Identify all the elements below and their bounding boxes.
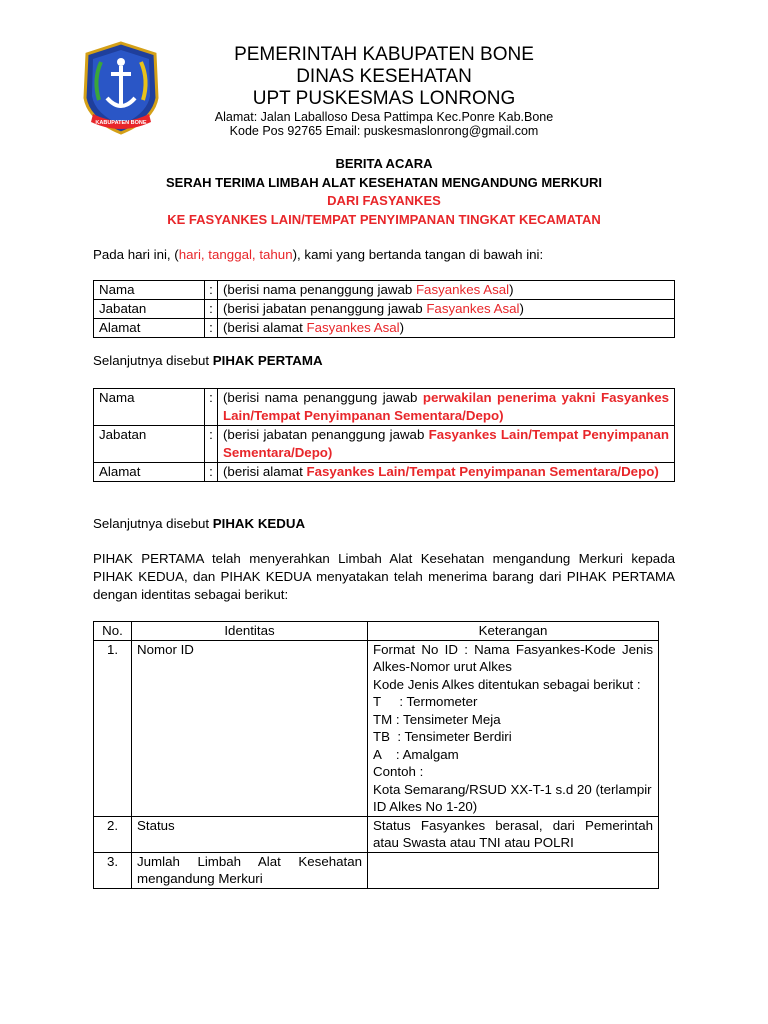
table-row bbox=[94, 426, 675, 463]
keterangan-line: TB : Tensimeter Berdiri bbox=[373, 729, 512, 744]
kabupaten-bone-logo bbox=[79, 40, 163, 136]
table-row bbox=[94, 463, 675, 482]
cell-no: 2. bbox=[94, 816, 132, 852]
document-titles bbox=[90, 155, 678, 229]
value-placeholder: Fasyankes Asal bbox=[306, 320, 400, 335]
value-text-end: ) bbox=[519, 301, 524, 316]
handover-statement: PIHAK PERTAMA telah menyerahkan Limbah Alat Kesehatan mengandung Merkuri kepada PIHAK KEDUA, dan PIHAK KEDUA menyatakan telah menerima barang dari PIHAK PERTAMA dengan identitas sebagai berikut: bbox=[93, 551, 675, 602]
cell-keterangan bbox=[368, 852, 659, 888]
value-text: (berisi nama penanggung jawab bbox=[223, 390, 423, 405]
value-alamat bbox=[218, 463, 675, 482]
label-jabatan: Jabatan bbox=[94, 300, 205, 319]
table-row bbox=[94, 300, 675, 319]
value-text: (berisi alamat bbox=[223, 320, 307, 335]
header-keterangan: Keterangan bbox=[368, 622, 659, 641]
title-ke-fasyankes: KE FASYANKES LAIN/TEMPAT PENYIMPANAN TINGKAT KECAMATAN bbox=[167, 211, 601, 227]
cell-identitas: Jumlah Limbah Alat Kesehatan mengandung Merkuri bbox=[132, 852, 368, 888]
colon: : bbox=[205, 319, 218, 338]
title-dari-fasyankes: DARI FASYANKES bbox=[327, 193, 441, 208]
label-alamat: Alamat bbox=[94, 463, 205, 482]
keterangan-line: A : Amalgam bbox=[373, 746, 459, 762]
value-nama bbox=[218, 389, 675, 426]
label-alamat: Alamat bbox=[94, 319, 205, 338]
value-text: (berisi nama penanggung jawab bbox=[223, 282, 416, 297]
value-text: (berisi jabatan penanggung jawab bbox=[223, 427, 429, 442]
title-serah-terima: SERAH TERIMA LIMBAH ALAT KESEHATAN MENGANDUNG MERKURI bbox=[166, 174, 602, 190]
logo-text: KABUPATEN BONE bbox=[95, 120, 147, 126]
caption-text: Selanjutnya disebut bbox=[93, 353, 213, 368]
keterangan-line: TM : Tensimeter Meja bbox=[373, 711, 501, 727]
caption-text: Selanjutnya disebut bbox=[93, 516, 213, 531]
value-text: (berisi jabatan penanggung jawab bbox=[223, 301, 427, 316]
letterhead-line-1: PEMERINTAH KABUPATEN BONE bbox=[234, 44, 534, 65]
cell-keterangan bbox=[368, 640, 659, 816]
value-placeholder: Fasyankes Lain/Tempat Penyimpanan Sementara/Depo) bbox=[223, 427, 669, 460]
value-placeholder: Fasyankes Asal bbox=[426, 301, 520, 316]
title-berita-acara: BERITA ACARA bbox=[335, 156, 433, 171]
value-text-end: ) bbox=[399, 320, 405, 335]
keterangan-line: Kota Semarang/RSUD XX-T-1 s.d 20 (terlampir ID Alkes No 1-20) bbox=[373, 781, 652, 814]
pihak-pertama-table bbox=[93, 280, 675, 338]
letterhead-line-3: UPT PUSKESMAS LONRONG bbox=[252, 88, 516, 109]
caption-party: PIHAK KEDUA bbox=[212, 516, 306, 531]
keterangan-line: Kode Jenis Alkes ditentukan sebagai berikut : bbox=[373, 676, 641, 692]
value-nama bbox=[218, 281, 675, 300]
letterhead bbox=[160, 44, 608, 138]
value-jabatan bbox=[218, 426, 675, 463]
colon: : bbox=[205, 463, 218, 482]
table-row bbox=[94, 852, 659, 888]
header-identitas: Identitas bbox=[132, 622, 368, 641]
pihak-kedua-table bbox=[93, 388, 675, 482]
table-row bbox=[94, 319, 675, 338]
table-row bbox=[94, 281, 675, 300]
intro-paragraph bbox=[93, 246, 675, 264]
value-jabatan bbox=[218, 300, 675, 319]
intro-placeholder: hari, tanggal, tahun bbox=[178, 247, 293, 262]
label-nama: Nama bbox=[94, 281, 205, 300]
cell-identitas: Status bbox=[132, 816, 368, 852]
colon: : bbox=[205, 300, 218, 319]
value-placeholder: perwakilan penerima yakni Fasyankes Lain/Tempat Penyimpanan Sementara/Depo) bbox=[223, 390, 669, 423]
keterangan-line: Contoh : bbox=[373, 764, 424, 779]
cell-keterangan: Status Fasyankes berasal, dari Pemerintah atau Swasta atau TNI atau POLRI bbox=[368, 816, 659, 852]
table-row bbox=[94, 640, 659, 816]
colon: : bbox=[205, 389, 218, 426]
keterangan-line: T : Termometer bbox=[373, 694, 478, 709]
pihak-pertama-caption bbox=[93, 352, 675, 370]
value-text-end: ) bbox=[509, 282, 514, 297]
pihak-kedua-caption bbox=[93, 515, 675, 533]
cell-no: 1. bbox=[94, 640, 132, 816]
colon: : bbox=[205, 426, 218, 463]
table-row bbox=[94, 389, 675, 426]
address-line-2: Kode Pos 92765 Email: puskesmaslonrong@gmail.com bbox=[229, 124, 539, 138]
colon: : bbox=[205, 281, 218, 300]
label-jabatan: Jabatan bbox=[94, 426, 205, 463]
label-nama: Nama bbox=[94, 389, 205, 426]
value-text: (berisi alamat bbox=[223, 464, 307, 479]
letterhead-line-2: DINAS KESEHATAN bbox=[296, 66, 472, 87]
table-row bbox=[94, 816, 659, 852]
address-line-1: Alamat: Jalan Laballoso Desa Pattimpa Kec.Ponre Kab.Bone bbox=[214, 110, 554, 124]
header-no: No. bbox=[94, 622, 132, 641]
table-header-row bbox=[94, 622, 659, 641]
intro-text-a: Pada hari ini, ( bbox=[93, 247, 179, 262]
identity-table bbox=[93, 621, 659, 889]
cell-identitas: Nomor ID bbox=[132, 640, 368, 816]
value-placeholder: Fasyankes Asal bbox=[415, 282, 510, 297]
cell-no: 3. bbox=[94, 852, 132, 888]
value-alamat bbox=[218, 319, 675, 338]
caption-party: PIHAK PERTAMA bbox=[212, 353, 323, 368]
keterangan-line: Format No ID : Nama Fasyankes-Kode Jenis Alkes-Nomor urut Alkes bbox=[373, 641, 653, 674]
value-placeholder: Fasyankes Lain/Tempat Penyimpanan Sementara/Depo) bbox=[306, 464, 659, 479]
intro-text-c: ), kami yang bertanda tangan di bawah ini: bbox=[292, 247, 544, 262]
